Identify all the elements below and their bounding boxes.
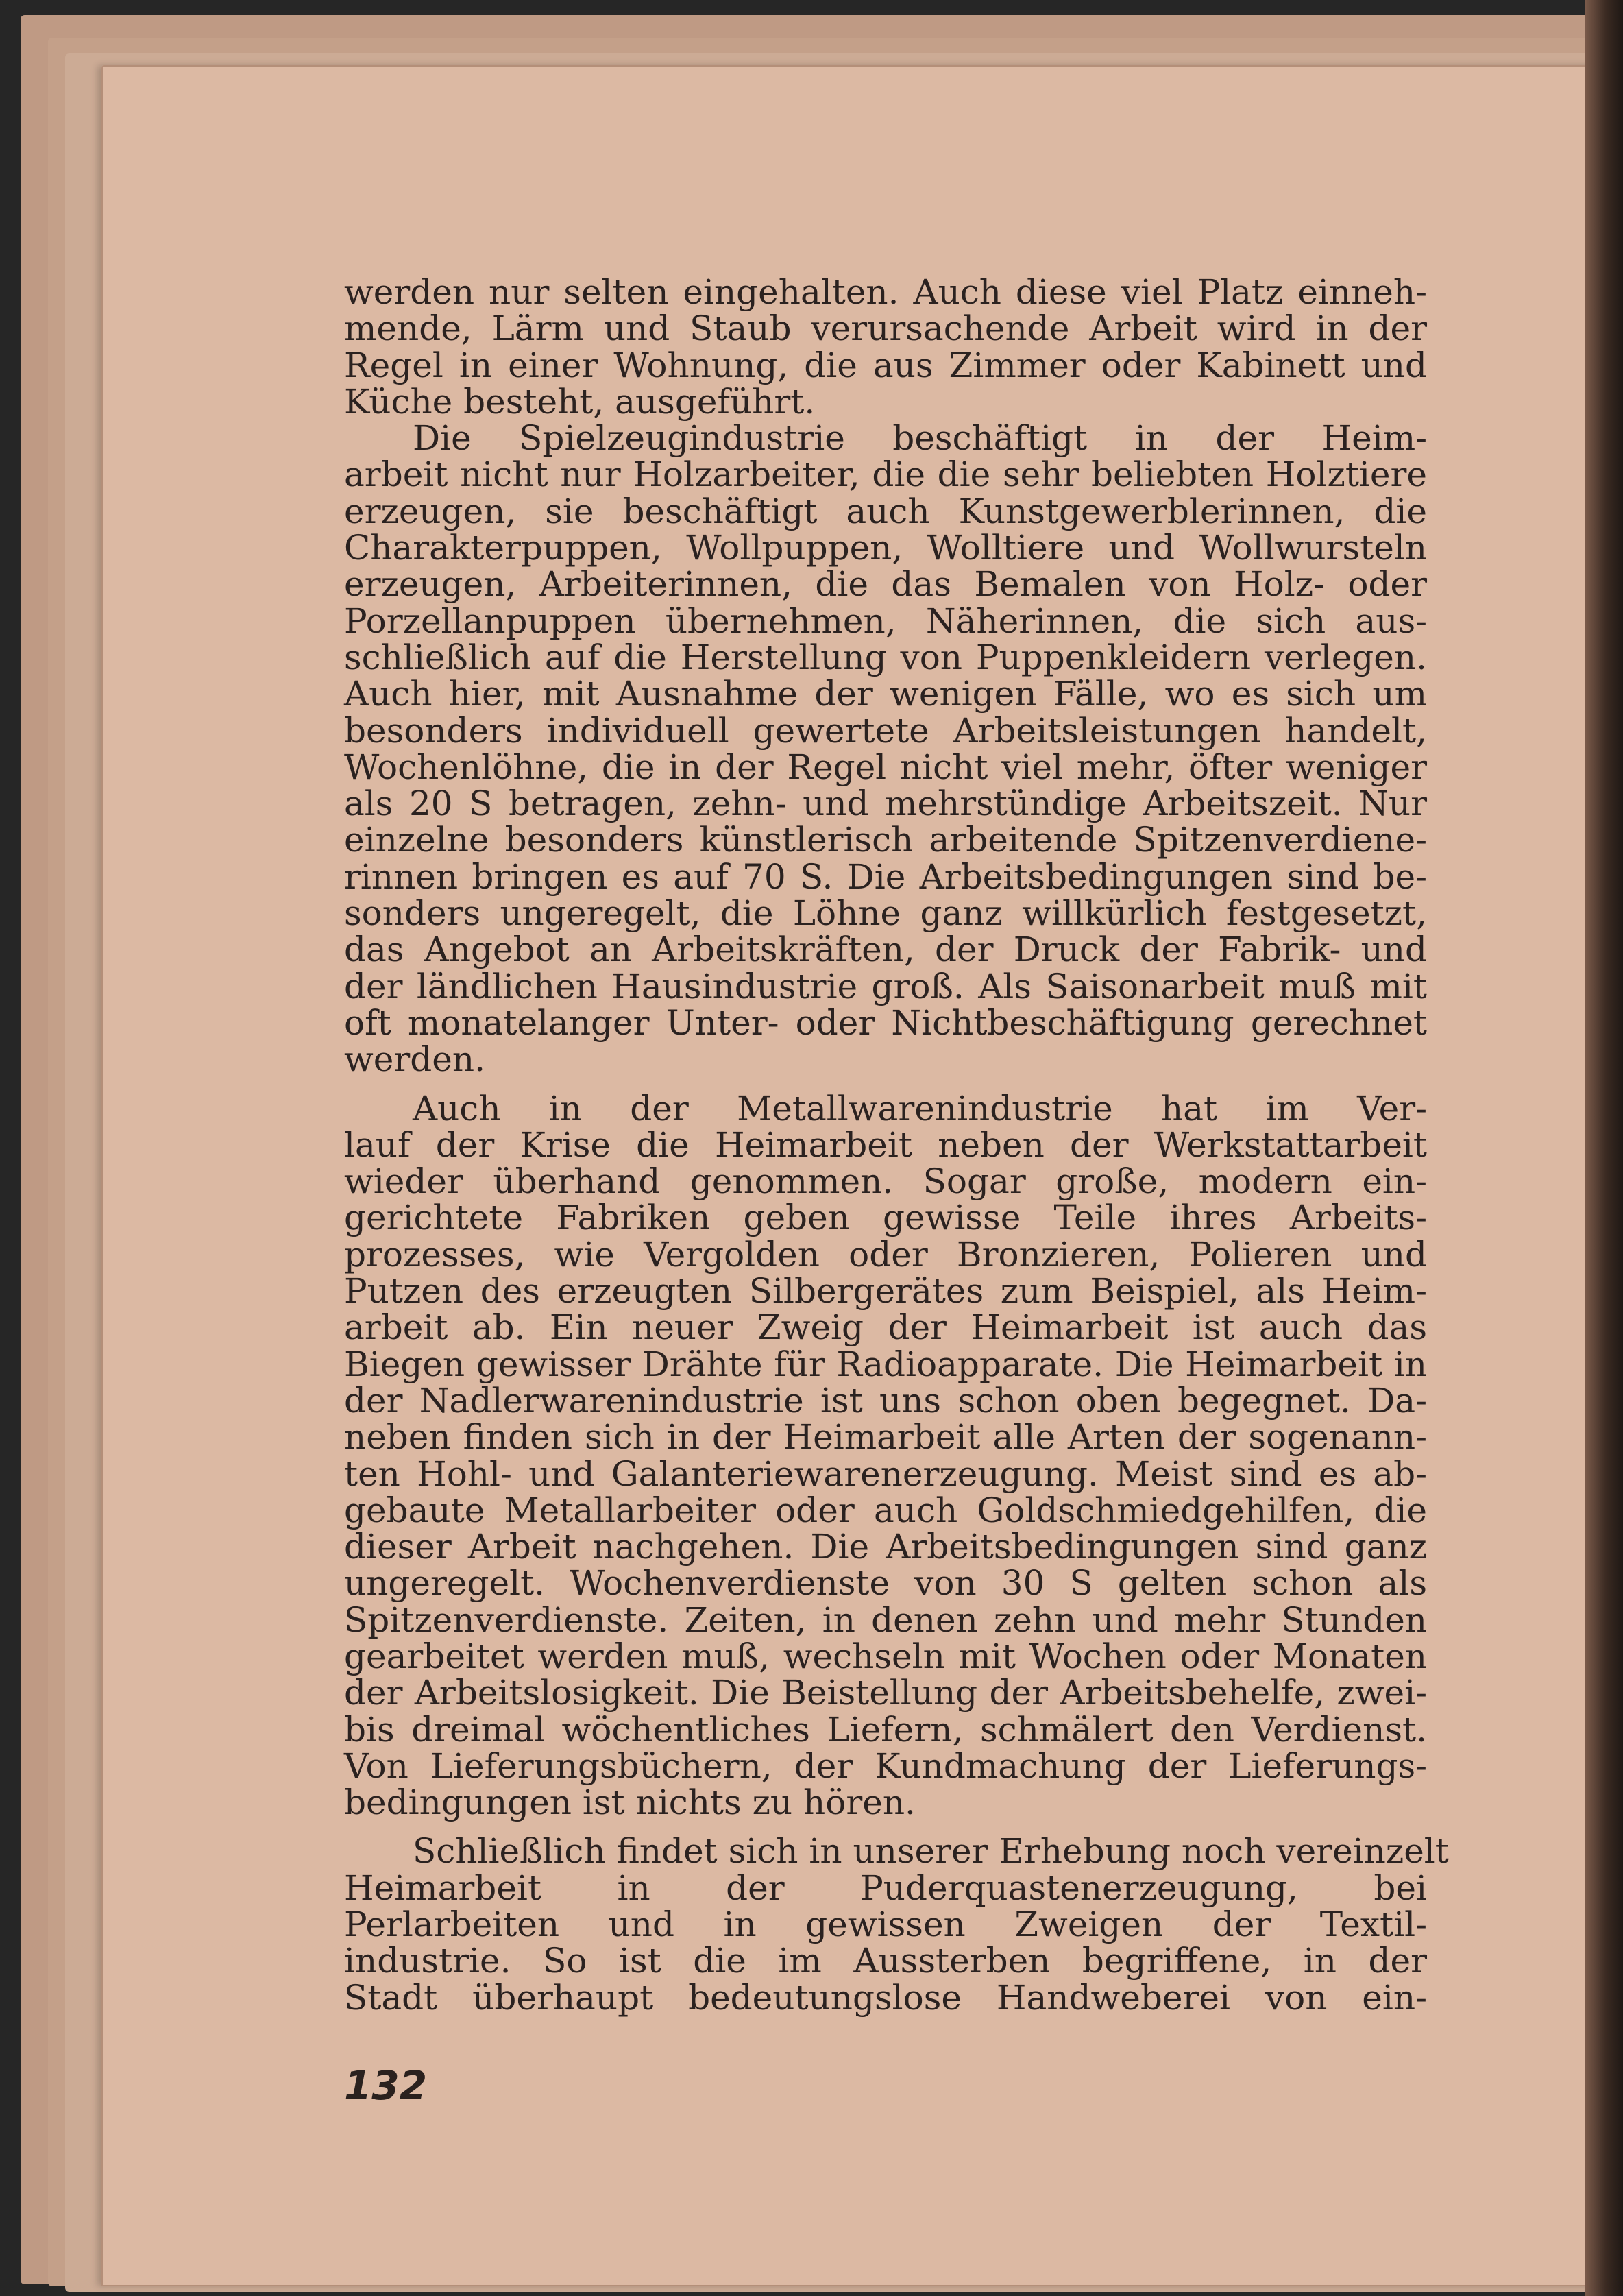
text-line: als 20 S betragen, zehn- und mehrstündige Arbeitszeit. Nur <box>344 784 1427 824</box>
text-line: Spitzenverdienste. Zeiten, in denen zehn und mehr Stunden <box>344 1599 1427 1640</box>
text-line: der Nadlerwarenindustrie ist uns schon oben begegnet. Da- <box>344 1380 1427 1421</box>
paragraph-3 <box>344 1088 1427 1823</box>
text-line: industrie. So ist die im Aussterben begriffene, in der <box>344 1941 1427 1981</box>
text-line: Heimarbeit in der Puderquastenerzeugung, bei <box>344 1868 1427 1908</box>
text-line: Perlarbeiten und in gewissen Zweigen der Textil- <box>344 1905 1427 1945</box>
text-line: Stadt überhaupt bedeutungslose Handweberei von ein- <box>344 1977 1427 2018</box>
text-line: mende, Lärm und Staub verursachende Arbeit wird in der <box>344 309 1427 349</box>
paragraph-4 <box>344 1831 1449 2018</box>
text-line: Charakterpuppen, Wollpuppen, Wolltiere und Wollwursteln <box>344 528 1427 568</box>
text-line: gebaute Metallarbeiter oder auch Goldschmiedgehilfen, die <box>344 1490 1427 1530</box>
paragraph-2 <box>344 420 1427 1078</box>
text-line: werden. <box>344 1039 485 1080</box>
text-line: ten Hohl- und Galanteriewarenerzeugung. Meist sind es ab- <box>344 1453 1427 1494</box>
text-line: bis dreimal wöchentliches Liefern, schmälert den Verdienst. <box>344 1709 1427 1750</box>
paragraph-1 <box>344 274 1427 420</box>
text-line: der Arbeitslosigkeit. Die Beistellung der Arbeitsbehelfe, zwei- <box>344 1673 1427 1713</box>
text-line: Von Lieferungsbüchern, der Kundmachung der Lieferungs- <box>344 1745 1427 1786</box>
text-line: bedingungen ist nichts zu hören. <box>344 1783 916 1823</box>
text-line: werden nur selten eingehalten. Auch diese viel Platz einneh- <box>344 272 1427 312</box>
text-line: erzeugen, sie beschäftigt auch Kunstgewerblerinnen, die <box>344 491 1427 531</box>
text-line: ungeregelt. Wochenverdienste von 30 S gelten schon als <box>344 1563 1427 1604</box>
text-line: Porzellanpuppen übernehmen, Näherinnen, die sich aus- <box>344 601 1427 641</box>
text-line: der ländlichen Hausindustrie groß. Als Saisonarbeit muß mit <box>344 966 1427 1006</box>
text-line: Wochenlöhne, die in der Regel nicht viel mehr, öfter weniger <box>344 747 1427 787</box>
text-line: Biegen gewisser Drähte für Radioapparate. Die Heimarbeit in <box>344 1344 1427 1384</box>
text-line: gerichtete Fabriken geben gewisse Teile ihres Arbeits- <box>344 1198 1427 1238</box>
text-line: arbeit nicht nur Holzarbeiter, die die sehr beliebten Holztiere <box>344 455 1427 495</box>
text-line: erzeugen, Arbeiterinnen, die das Bemalen von Holz- oder <box>344 564 1427 605</box>
text-line: das Angebot an Arbeitskräften, der Druck der Fabrik- und <box>344 930 1427 970</box>
page-number: 132 <box>344 2062 428 2109</box>
text-line: sonders ungeregelt, die Löhne ganz willkürlich festgesetzt, <box>344 893 1427 934</box>
text-line: dieser Arbeit nachgehen. Die Arbeitsbedingungen sind ganz <box>344 1527 1427 1567</box>
text-line: Auch hier, mit Ausnahme der wenigen Fälle, wo es sich um <box>344 674 1427 714</box>
text-line: prozesses, wie Vergolden oder Bronzieren, Polieren und <box>344 1234 1427 1274</box>
text-line: Regel in einer Wohnung, die aus Zimmer oder Kabinett und <box>344 345 1427 385</box>
text-line: gearbeitet werden muß, wechseln mit Wochen oder Monaten <box>344 1636 1427 1676</box>
text-line: Die Spielzeugindustrie beschäftigt in der Heim- <box>413 418 1427 459</box>
text-line: Putzen des erzeugten Silbergerätes zum Beispiel, als Heim- <box>344 1271 1427 1312</box>
text-line: arbeit ab. Ein neuer Zweig der Heimarbeit ist auch das <box>344 1307 1427 1348</box>
text-line: rinnen bringen es auf 70 S. Die Arbeitsbedingungen sind be- <box>344 856 1427 897</box>
text-line: Schließlich findet sich in unserer Erhebung noch vereinzelt <box>413 1831 1449 1872</box>
body-text <box>344 272 1449 2018</box>
text-line: Auch in der Metallwarenindustrie hat im Ver- <box>413 1088 1427 1128</box>
text-line: Küche besteht, ausgeführt. <box>344 381 816 422</box>
text-line: einzelne besonders künstlerisch arbeitende Spitzenverdiene- <box>344 820 1427 860</box>
text-line: neben finden sich in der Heimarbeit alle Arten der sogenann- <box>344 1417 1427 1458</box>
book-binding-shadow <box>1585 0 1623 2296</box>
text-line: besonders individuell gewertete Arbeitsleistungen handelt, <box>344 710 1427 751</box>
text-line: oft monatelanger Unter- oder Nichtbeschäftigung gerechnet <box>344 1002 1427 1043</box>
text-line: lauf der Krise die Heimarbeit neben der Werkstattarbeit <box>344 1124 1427 1165</box>
text-line: wieder überhand genommen. Sogar große, modern ein- <box>344 1161 1427 1202</box>
text-line: schließlich auf die Herstellung von Puppenkleidern verlegen. <box>344 637 1427 677</box>
